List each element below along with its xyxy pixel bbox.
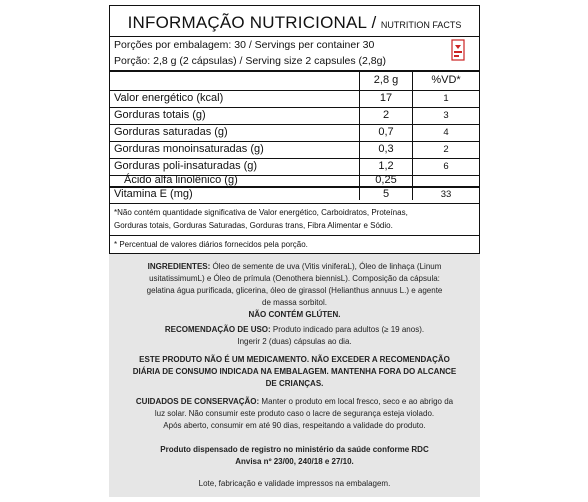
nutrient-row [110,107,479,124]
nutrient-row [110,141,479,158]
ingredients-label: INGREDIENTES: [147,262,211,271]
footnote-daily-values: * Percentual de valores diários fornecidos pela porção. [114,240,308,249]
recommendation-text: Ingerir 2 (duas) cápsulas ao dia. [237,337,352,346]
storage-text: luz solar. Não consumir este produto caso o lacre de segurança esteja violado. [154,409,435,418]
ingredients-section [115,261,474,321]
nutrient-name: Valor energético (kcal) [114,92,224,104]
ingredients-text: Óleo de semente de uva (Vitis viniferaL), Óleo de linhaça (Linum [212,262,442,271]
serving-size: Porção: 2,8 g (2 cápsulas) / Serving size 2 capsules (2,8g) [114,55,386,67]
nutrient-amount: 0,7 [378,126,394,138]
registration-section [115,444,474,468]
nutrient-amount: 0,25 [375,174,397,186]
ingredients-text: de massa sorbitol. [262,298,327,307]
nutrition-facts-panel [109,5,480,254]
nutrient-dv: 1 [443,93,449,104]
nutrient-row [110,124,479,141]
nutrient-row [110,90,479,107]
nutrient-dv: 3 [443,110,449,121]
recommendation-label: RECOMENDAÇÃO DE USO: [164,325,271,334]
nutrition-title-sub: NUTRITION FACTS [380,20,462,30]
warning-text: DIÁRIA DE CONSUMO INDICADA NA EMBALAGEM. MANTENHA FORA DO ALCANCE [132,367,457,376]
registration-text: Produto dispensado de registro no ministério da saúde conforme RDC [160,445,429,454]
nutrient-name: Gorduras saturadas (g) [114,126,228,138]
nutrient-row [110,186,479,203]
ingredients-text: usitatissimumL) e Óleo de prímula (Oenothera biennisL). Composição da cápsula: [149,274,440,283]
nutrient-dv: 2 [443,144,449,155]
nutrient-amount: 2 [382,109,390,121]
nutrient-dv: 33 [440,189,452,200]
divider [110,70,479,72]
nutrition-title-main: INFORMAÇÃO NUTRICIONAL / [127,13,377,32]
nutrient-amount: 17 [379,92,393,104]
footnote-not-significant [114,206,475,232]
servings-per-container: Porções por embalagem: 30 / Servings per container 30 [114,39,375,51]
divider [110,235,479,236]
recommendation-text: Produto indicado para adultos (≥ 19 anos). [272,325,425,334]
warning-text: DE CRIANÇAS. [265,379,324,388]
gluten-statement: NÃO CONTÉM GLÚTEN. [248,310,341,319]
product-info-panel [109,254,480,497]
nutrient-amount: 1,2 [378,160,394,172]
nutrient-name: Gorduras poli-insaturadas (g) [114,160,258,172]
storage-label: CUIDADOS DE CONSERVAÇÃO: [135,397,260,406]
nutrient-name: Gorduras totais (g) [114,109,206,121]
storage-section [115,396,474,432]
nutrient-amount: 5 [382,188,390,200]
nutrition-title [110,13,479,33]
recommendation-section [115,324,474,348]
storage-text: Manter o produto em local fresco, seco e ao abrigo da [261,397,454,406]
divider [110,36,479,37]
ingredients-text: gelatina água purificada, glicerina, óleo de girassol (Helianthus annuus L.) e agente [146,286,443,295]
nutrient-amount: 0,3 [378,143,394,155]
col-amount-header: 2,8 g [373,74,399,86]
lot-info: Lote, fabricação e validade impressos na embalagem. [198,479,391,488]
nutrient-dv: 6 [443,161,449,172]
warning-section [115,354,474,390]
nutrient-name: Ácido alfa linolênico (g) [124,174,238,186]
nutrient-name: Vitamina E (mg) [114,188,193,200]
col-dv-header: %VD* [431,74,461,86]
footnote-line: *Não contém quantidade significativa de Valor energético, Carboidratos, Proteínas, [114,208,408,217]
nutrient-dv: 4 [443,127,449,138]
divider [110,203,479,204]
warning-text: ESTE PRODUTO NÃO É UM MEDICAMENTO. NÃO EXCEDER A RECOMENDAÇÃO [139,355,450,364]
storage-text: Após aberto, consumir em até 90 dias, respeitando a validade do produto. [163,421,426,430]
nutrient-name: Gorduras monoinsaturadas (g) [114,143,264,155]
footnote-line: Gorduras totais, Gorduras Saturadas, Gorduras trans, Fibra Alimentar e Sódio. [114,221,393,230]
allergen-logo-icon [451,39,465,61]
registration-text: Anvisa nº 23/00, 240/18 e 27/10. [235,457,354,466]
